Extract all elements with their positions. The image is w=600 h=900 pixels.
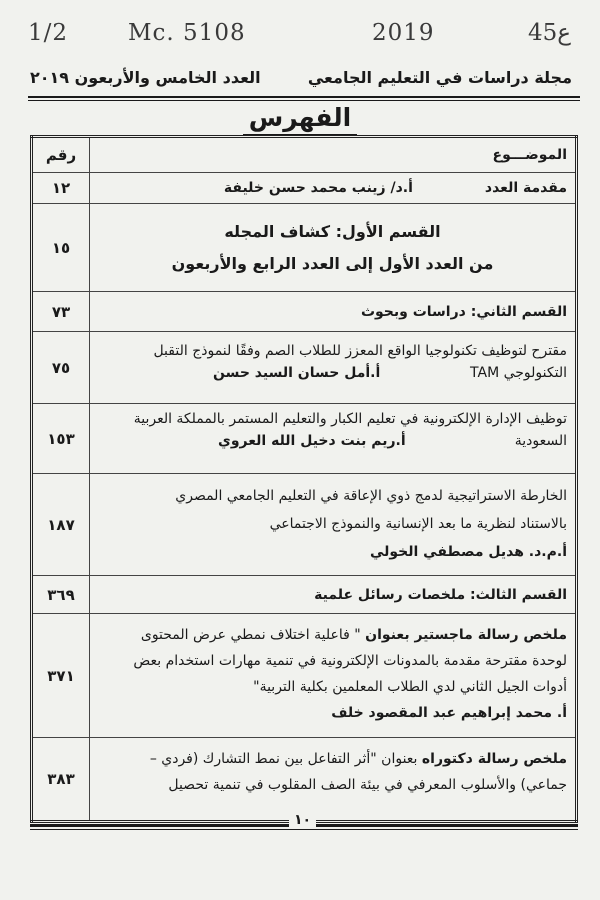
entry-title-line: السعودية [514,433,567,449]
table-header-row [32,137,577,173]
table-row [32,738,577,822]
entry-title-line: أدوات الجيل الثاني لدي الطلاب المعلمين بكلية التربية" [253,679,567,695]
section-heading: القسم الثالث: ملخصات رسائل علمية [90,576,577,614]
handwritten-year: 2019 [372,20,435,46]
entry-type-label: ملخص رسالة ماجستير بعنوان [365,627,567,643]
table-row [32,474,577,576]
entry-title [98,746,567,772]
entry-page: ٣٨٣ [32,738,90,822]
contents-table [30,135,578,823]
header-rule-thin [28,100,580,101]
entry-title: مقدمة العدد [484,180,567,196]
entry-title: مقترح لتوظيف تكنولوجيا الواقع المعزز للطلاب الصم وفقًا لنموذج التقبل [153,343,567,359]
entry-title-line: لوحدة مقترحة مقدمة بالمدونات الإلكترونية في تنمية مهارات استخدام بعض [133,653,567,669]
entry-title-line: جماعي) والأسلوب المعرفي في بيئة الصف المقلوب في تنمية تحصيل [168,777,567,793]
column-header-topic: الموضـــوع [90,137,577,173]
journal-title: مجلة دراسات في التعليم الجامعي [307,68,572,87]
entry-author: أ.ريم بنت دخيل الله العروي [218,433,406,449]
issue-label: العدد الخامس والأربعون ٢٠١٩ [30,68,261,87]
entry-topic [90,404,577,474]
table-row [32,614,577,738]
entry-topic [90,173,577,204]
entry-page: ٧٣ [32,292,90,332]
handwritten-note-right: 45ع [528,20,572,46]
entry-author: أ. محمد إبراهيم عبد المقصود خلف [331,705,567,721]
entry-topic [90,614,577,738]
page-number: ١٠ [289,812,316,828]
entry-title-cont [98,430,567,452]
entry-topic [90,332,577,404]
entry-author: أ.د/ زينب محمد حسن خليفة [223,180,413,196]
handwritten-reference: Mc. 5108 [128,20,246,46]
entry-title-line: التكنولوجي TAM [470,365,567,381]
page-title: الفهرس [0,103,600,136]
entry-title-cont [98,362,567,384]
entry-page: ٣٧١ [32,614,90,738]
entry-page: ١٥٣ [32,404,90,474]
footer-rule-thin [30,829,578,830]
entry-title: الخارطة الاستراتيجية لدمج ذوي الإعاقة في التعليم الجامعي المصري [175,488,567,504]
section-heading: القسم الأول: كشاف المجله [224,221,441,241]
handwritten-note-left: 1/2 [28,20,69,46]
entry-topic [90,204,577,292]
section-heading: القسم الثاني: دراسات وبحوث [90,292,577,332]
entry-page: ٣٦٩ [32,576,90,614]
entry-title-line: بالاستناد لنظرية ما بعد الإنسانية والنموذج الاجتماعي [269,516,567,532]
entry-author: أ.أمل حسان السيد حسن [213,365,381,381]
table-row [32,292,577,332]
table-row [32,173,577,204]
table-row [32,204,577,292]
column-header-number: رقم [32,137,90,173]
table-row [32,332,577,404]
entry-page: ١٨٧ [32,474,90,576]
entry-title-line: " فاعلية اختلاف نمطي عرض المحتوى [140,627,361,643]
table-row [32,576,577,614]
entry-page: ٧٥ [32,332,90,404]
entry-topic [90,474,577,576]
table-row [32,404,577,474]
entry-title: توظيف الإدارة الإلكترونية في تعليم الكبار والتعليم المستمر بالمملكة العربية [133,411,567,427]
entry-topic [90,738,577,822]
entry-page: ١٥ [32,204,90,292]
entry-title [98,622,567,648]
entry-type-label: ملخص رسالة دكتوراه [421,751,567,767]
entry-author: أ.م.د. هديل مصطفي الخولي [369,544,567,560]
section-subheading: من العدد الأول إلى العدد الرابع والأربعون [171,253,494,273]
entry-title-line: بعنوان "أثر التفاعل بين نمط التشارك (فردي – [149,751,418,767]
entry-page: ١٢ [32,173,90,204]
header-rule [28,96,580,98]
